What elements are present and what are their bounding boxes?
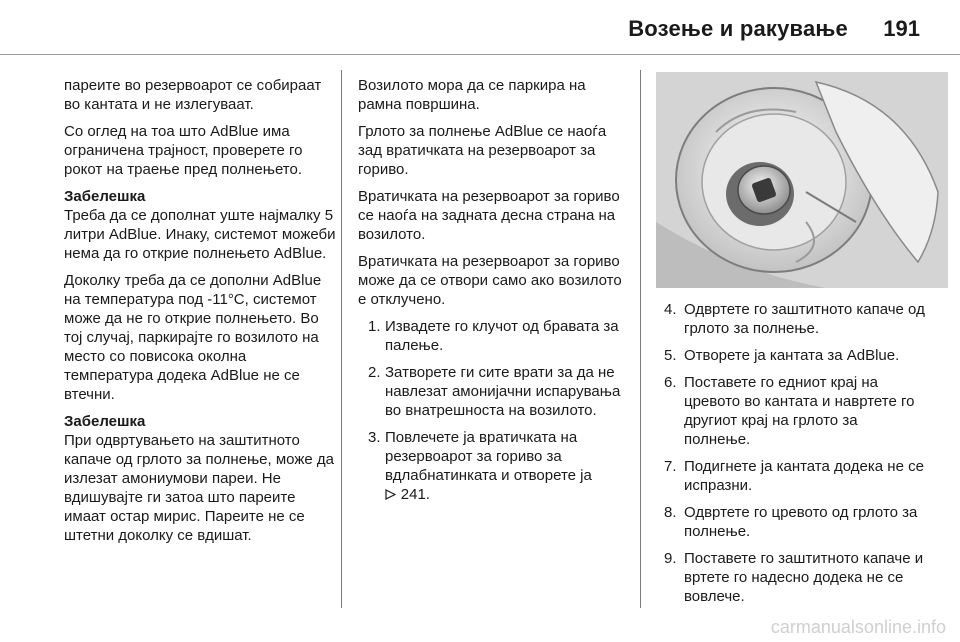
fuel-filler-drawing: [656, 72, 948, 288]
paragraph: Доколку треба да се дополни AdBlue на температура под -11°C, системот може да не го открие полнењето. Во тој случај, паркирајте го возилото на место со повисока околна температура додека AdBlue не се втечни.: [64, 272, 322, 403]
note-block: [64, 187, 336, 263]
column-divider-2: [640, 70, 641, 608]
fuel-filler-illustration: [656, 72, 948, 288]
column-1: [64, 76, 336, 553]
paragraph: пареите во резервоарот се собираат во кантата и не излегуваат.: [64, 77, 322, 113]
step-text: Поставете го заштитното капаче и вртете го надесно додека не се вовлече.: [684, 550, 924, 605]
step-number: 2.: [368, 364, 381, 381]
note-block: [64, 412, 336, 545]
page-ref-arrow-icon[interactable]: [385, 485, 401, 503]
paragraph: Вратичката на резервоарот за гориво може да се отвори само ако возилото е отклучено.: [358, 253, 622, 308]
column-2: [358, 76, 630, 512]
page-header: [0, 0, 960, 55]
step-text: Извадете го клучот од бравата за палење.: [385, 318, 619, 354]
step-number: 5.: [664, 347, 677, 364]
step-text: Затворете ги сите врати за да не навлезат амонијачни испарувања во внатрешноста на возилото.: [385, 364, 621, 419]
list-item: [664, 346, 926, 365]
list-item: [664, 300, 926, 338]
step-text: Поставете го едниот крај на цревото во кантата и навртете го другиот крај на грлото за полнење.: [684, 374, 915, 448]
paragraph: Вратичката на резервоарот за гориво се наоѓа на задната десна страна на возилото.: [358, 188, 620, 243]
list-item: [358, 363, 630, 420]
step-number: 4.: [664, 301, 677, 318]
list-item: [664, 549, 926, 606]
step-number: 3.: [368, 429, 381, 446]
step-text: Повлечете ја вратичката на резервоарот за гориво за вдлабнатинката и отворете ја: [385, 429, 592, 484]
column-3: [664, 300, 926, 614]
paragraph: Возилото мора да се паркира на рамна површина.: [358, 77, 586, 113]
steps-list: [664, 300, 926, 606]
page-number: 191: [883, 16, 920, 41]
paragraph: Грлото за полнење AdBlue се наоѓа зад вратичката на резервоарот за гориво.: [358, 123, 607, 178]
watermark: carmanualsonline.info: [770, 617, 946, 637]
note-title: Забелешка: [64, 188, 146, 205]
note-text: При одвртувањето на заштитното капаче од грлото за полнење, може да излезат амониумови пареи. Не вдишувајте ги затоа што пареите имаат остар мирис. Пареите не се штетни доколку се вдишат.: [64, 432, 334, 544]
header-title: Возење и ракување: [628, 16, 848, 41]
list-item: [664, 503, 926, 541]
step-number: 9.: [664, 550, 677, 567]
list-item: [358, 428, 630, 504]
list-item: [664, 373, 926, 449]
step-number: 8.: [664, 504, 677, 521]
list-item: [358, 317, 630, 355]
list-item: [664, 457, 926, 495]
step-text: Одвртете го заштитното капаче од грлото за полнење.: [684, 301, 925, 337]
note-title: Забелешка: [64, 413, 146, 430]
paragraph: Со оглед на тоа што AdBlue има ограничена трајност, проверете го рокот на траење пред полнењето.: [64, 123, 303, 178]
step-number: 6.: [664, 374, 677, 391]
page-reference[interactable]: 241.: [400, 486, 430, 503]
column-divider-1: [341, 70, 342, 608]
step-text: Отворете ја кантата за AdBlue.: [684, 347, 900, 364]
step-text: Одвртете го цревото од грлото за полнење.: [684, 504, 918, 540]
step-number: 1.: [368, 318, 381, 335]
step-number: 7.: [664, 458, 677, 475]
step-text: Подигнете ја кантата додека не се испразни.: [684, 458, 924, 494]
note-text: Треба да се дополнат уште најмалку 5 литри AdBlue. Инаку, системот можеби нема да го открие полнењето AdBlue.: [64, 207, 336, 262]
steps-list: [358, 317, 630, 504]
